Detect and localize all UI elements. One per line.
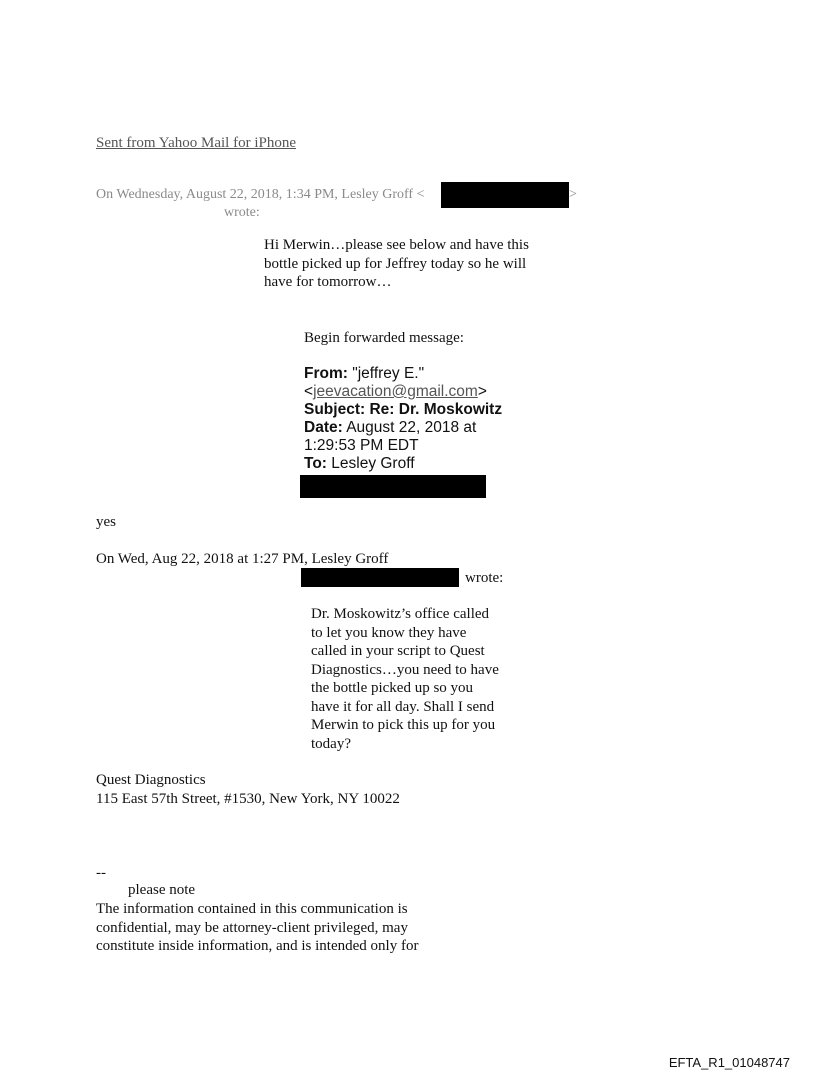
wrote-label: wrote: <box>224 205 260 220</box>
to-label: To: <box>304 455 327 472</box>
address-name: Quest Diagnostics <box>96 772 206 788</box>
notice-line: confidential, may be attorney-client privileged, may <box>96 919 408 936</box>
date-label: Date: <box>304 419 343 436</box>
message-line: have for tomorrow… <box>264 274 392 290</box>
document-id-text: EFTA_R1_01048747 <box>668 1055 790 1070</box>
signature-dashes <box>96 864 106 883</box>
reply-text-value: yes <box>96 514 116 530</box>
notice-line: The information contained in this communication is <box>96 901 408 917</box>
message-line: to let you know they have <box>311 624 467 641</box>
notice-line: constitute inside information, and is intended only for <box>96 938 419 954</box>
date-row <box>304 419 524 437</box>
message-line: the bottle picked up so you <box>311 680 474 696</box>
date-value-line2: 1:29:53 PM EDT <box>304 437 419 454</box>
bracket-close: > <box>569 187 577 202</box>
to-value: Lesley Groff <box>331 455 415 472</box>
address-block <box>96 771 400 808</box>
signature-link-text[interactable]: Sent from Yahoo Mail for iPhone <box>96 135 296 151</box>
message-line: called in your script to Quest <box>311 643 485 659</box>
yahoo-mail-signature-link[interactable] <box>96 134 296 153</box>
address-street: 115 East 57th Street, #1530, New York, NY 10022 <box>96 790 400 807</box>
redaction-box <box>301 568 459 587</box>
forwarded-headers <box>304 365 524 473</box>
quote-header-1-close <box>569 186 577 204</box>
message-line: bottle picked up for Jeffrey today so he will <box>264 255 527 272</box>
please-note-text: please note <box>128 882 196 898</box>
from-value: "jeffrey E." <box>352 365 425 382</box>
email-bracket-open: < <box>304 383 314 400</box>
quote-header-2-text: On Wed, Aug 22, 2018 at 1:27 PM, Lesley Groff <box>96 551 389 567</box>
quote-header-1 <box>96 186 425 204</box>
from-label: From: <box>304 365 348 382</box>
subject-row <box>304 401 524 419</box>
message-line: Dr. Moskowitz’s office called <box>311 606 490 622</box>
subject-label: Subject: <box>304 401 366 418</box>
message-line: have it for all day. Shall I send <box>311 698 495 715</box>
redaction-box <box>300 475 486 498</box>
subject-value: Re: Dr. Moskowitz <box>369 401 503 418</box>
message-line: Hi Merwin…please see below and have this <box>264 237 529 253</box>
please-note <box>128 881 195 900</box>
date-value: August 22, 2018 at <box>346 419 477 436</box>
message-line: Diagnostics…you need to have <box>311 661 499 678</box>
quote-header-1-text: On Wednesday, August 22, 2018, 1:34 PM, Lesley Groff < <box>96 187 425 202</box>
email-bracket-close: > <box>477 383 487 400</box>
reply-text <box>96 513 116 532</box>
email-link[interactable]: jeevacation@gmail.com <box>313 383 478 400</box>
document-id <box>669 1055 790 1070</box>
quote-header-1-wrote <box>224 204 260 222</box>
quote-header-2-wrote <box>465 569 503 588</box>
to-row <box>304 455 524 473</box>
dashes-text: -- <box>96 865 106 881</box>
forwarded-intro <box>304 329 464 348</box>
message-line: today? <box>311 735 351 752</box>
confidentiality-notice <box>96 900 418 956</box>
message-2-body <box>311 605 499 753</box>
message-1-body <box>264 236 529 292</box>
redaction-box <box>441 182 569 208</box>
forwarded-intro-text: Begin forwarded message: <box>304 330 464 346</box>
email-row <box>304 383 524 401</box>
quote-header-2 <box>96 550 388 569</box>
message-line: Merwin to pick this up for you <box>311 717 496 733</box>
wrote-label: wrote: <box>465 570 504 586</box>
from-row <box>304 365 524 383</box>
